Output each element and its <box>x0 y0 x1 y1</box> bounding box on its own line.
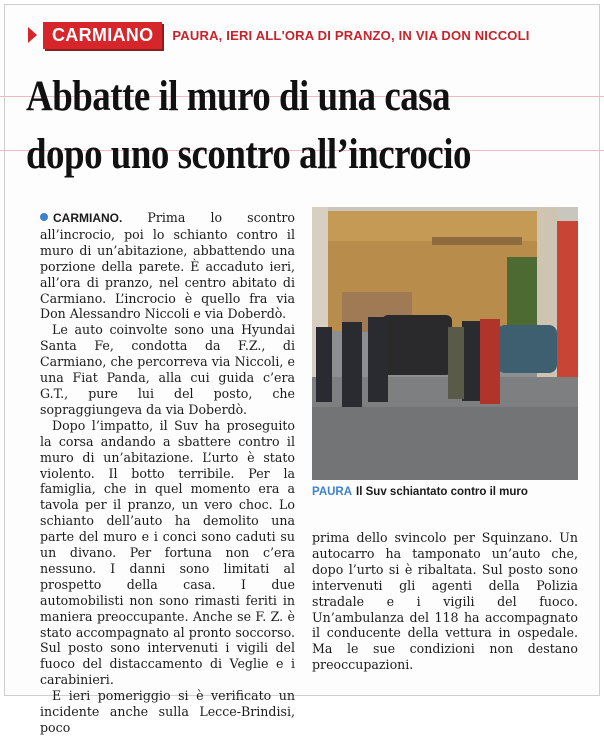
paragraph: Le auto coinvolte sono una Hyundai Santa Fe, condotta da F.Z., di Carmiano, che percorreva via Niccoli, e una Fiat Panda, alla cui guida c’era G.T., pure lui del posto, che sopraggiungeva da via Doberdò. <box>40 322 295 417</box>
article-column-2 <box>312 530 578 673</box>
photo-caption <box>312 486 528 498</box>
triangle-arrow-icon <box>28 27 37 43</box>
paragraph: prima dello svincolo per Squinzano. Un autocarro ha tamponato un’auto che, dopo l’urto si è ribaltata. Sul posto sono intervenuti gli agenti della Polizia stradale e i vigili del fuoco. Un’ambulanza del 118 ha accompagnato il conducente della vettura in ospedale. Ma le sue condizioni non destano preoccupazioni. <box>312 530 578 673</box>
crash-scene-photo <box>312 207 578 480</box>
section-tag: CARMIANO <box>43 22 162 49</box>
headline <box>26 68 508 184</box>
caption-text: Il Suv schiantato contro il muro <box>356 486 528 498</box>
paragraph: Dopo l’impatto, il Suv ha proseguito la corsa andando a sbattere contro il muro di un’abitazione. L’urto è stato violento. Il botto terribile. Per la famiglia, che in quel momento era a tavola per il pranzo, un vero choc. Lo schianto dell’auto ha demolito una parte del muro e i conci sono caduti su un divano. Per fortuna non c’era nessuno. I danni sono limitati al prospetto della casa. I due automobilisti non sono rimasti feriti in maniera preoccupante. Anche se F. Z. è stato accompagnato al pronto soccorso. Sul posto sono intervenuti i vigili del fuoco del distaccamento di Veglie e i carabinieri. <box>40 417 295 688</box>
kicker-summary: PAURA, IERI ALL'ORA DI PRANZO, IN VIA DON NICCOLI <box>172 27 530 43</box>
caption-tag: PAURA <box>312 486 353 498</box>
news-photo <box>312 207 578 480</box>
paragraph: E ieri pomeriggio si è verificato un incidente anche sulla Lecce-Brindisi, poco <box>40 688 295 735</box>
headline-line-2: dopo uno scontro all’incrocio <box>26 131 471 178</box>
paragraph-text: Prima lo scontro all’incrocio, poi lo schianto contro il muro di un’abitazione, abbattendo una porzione della parete. È accaduto ieri, all’ora di pranzo, nel centro abitato di Carmiano. L’incrocio è quello fra via Don Alessandro Niccoli e via Doberdò. <box>40 210 295 322</box>
bullet-icon <box>40 213 48 221</box>
dateline: CARMIANO. <box>53 211 123 225</box>
article-column-1 <box>40 210 295 736</box>
headline-line-1: Abbatte il muro di una casa <box>26 73 451 120</box>
paragraph <box>40 210 295 322</box>
kicker-row <box>28 20 530 50</box>
